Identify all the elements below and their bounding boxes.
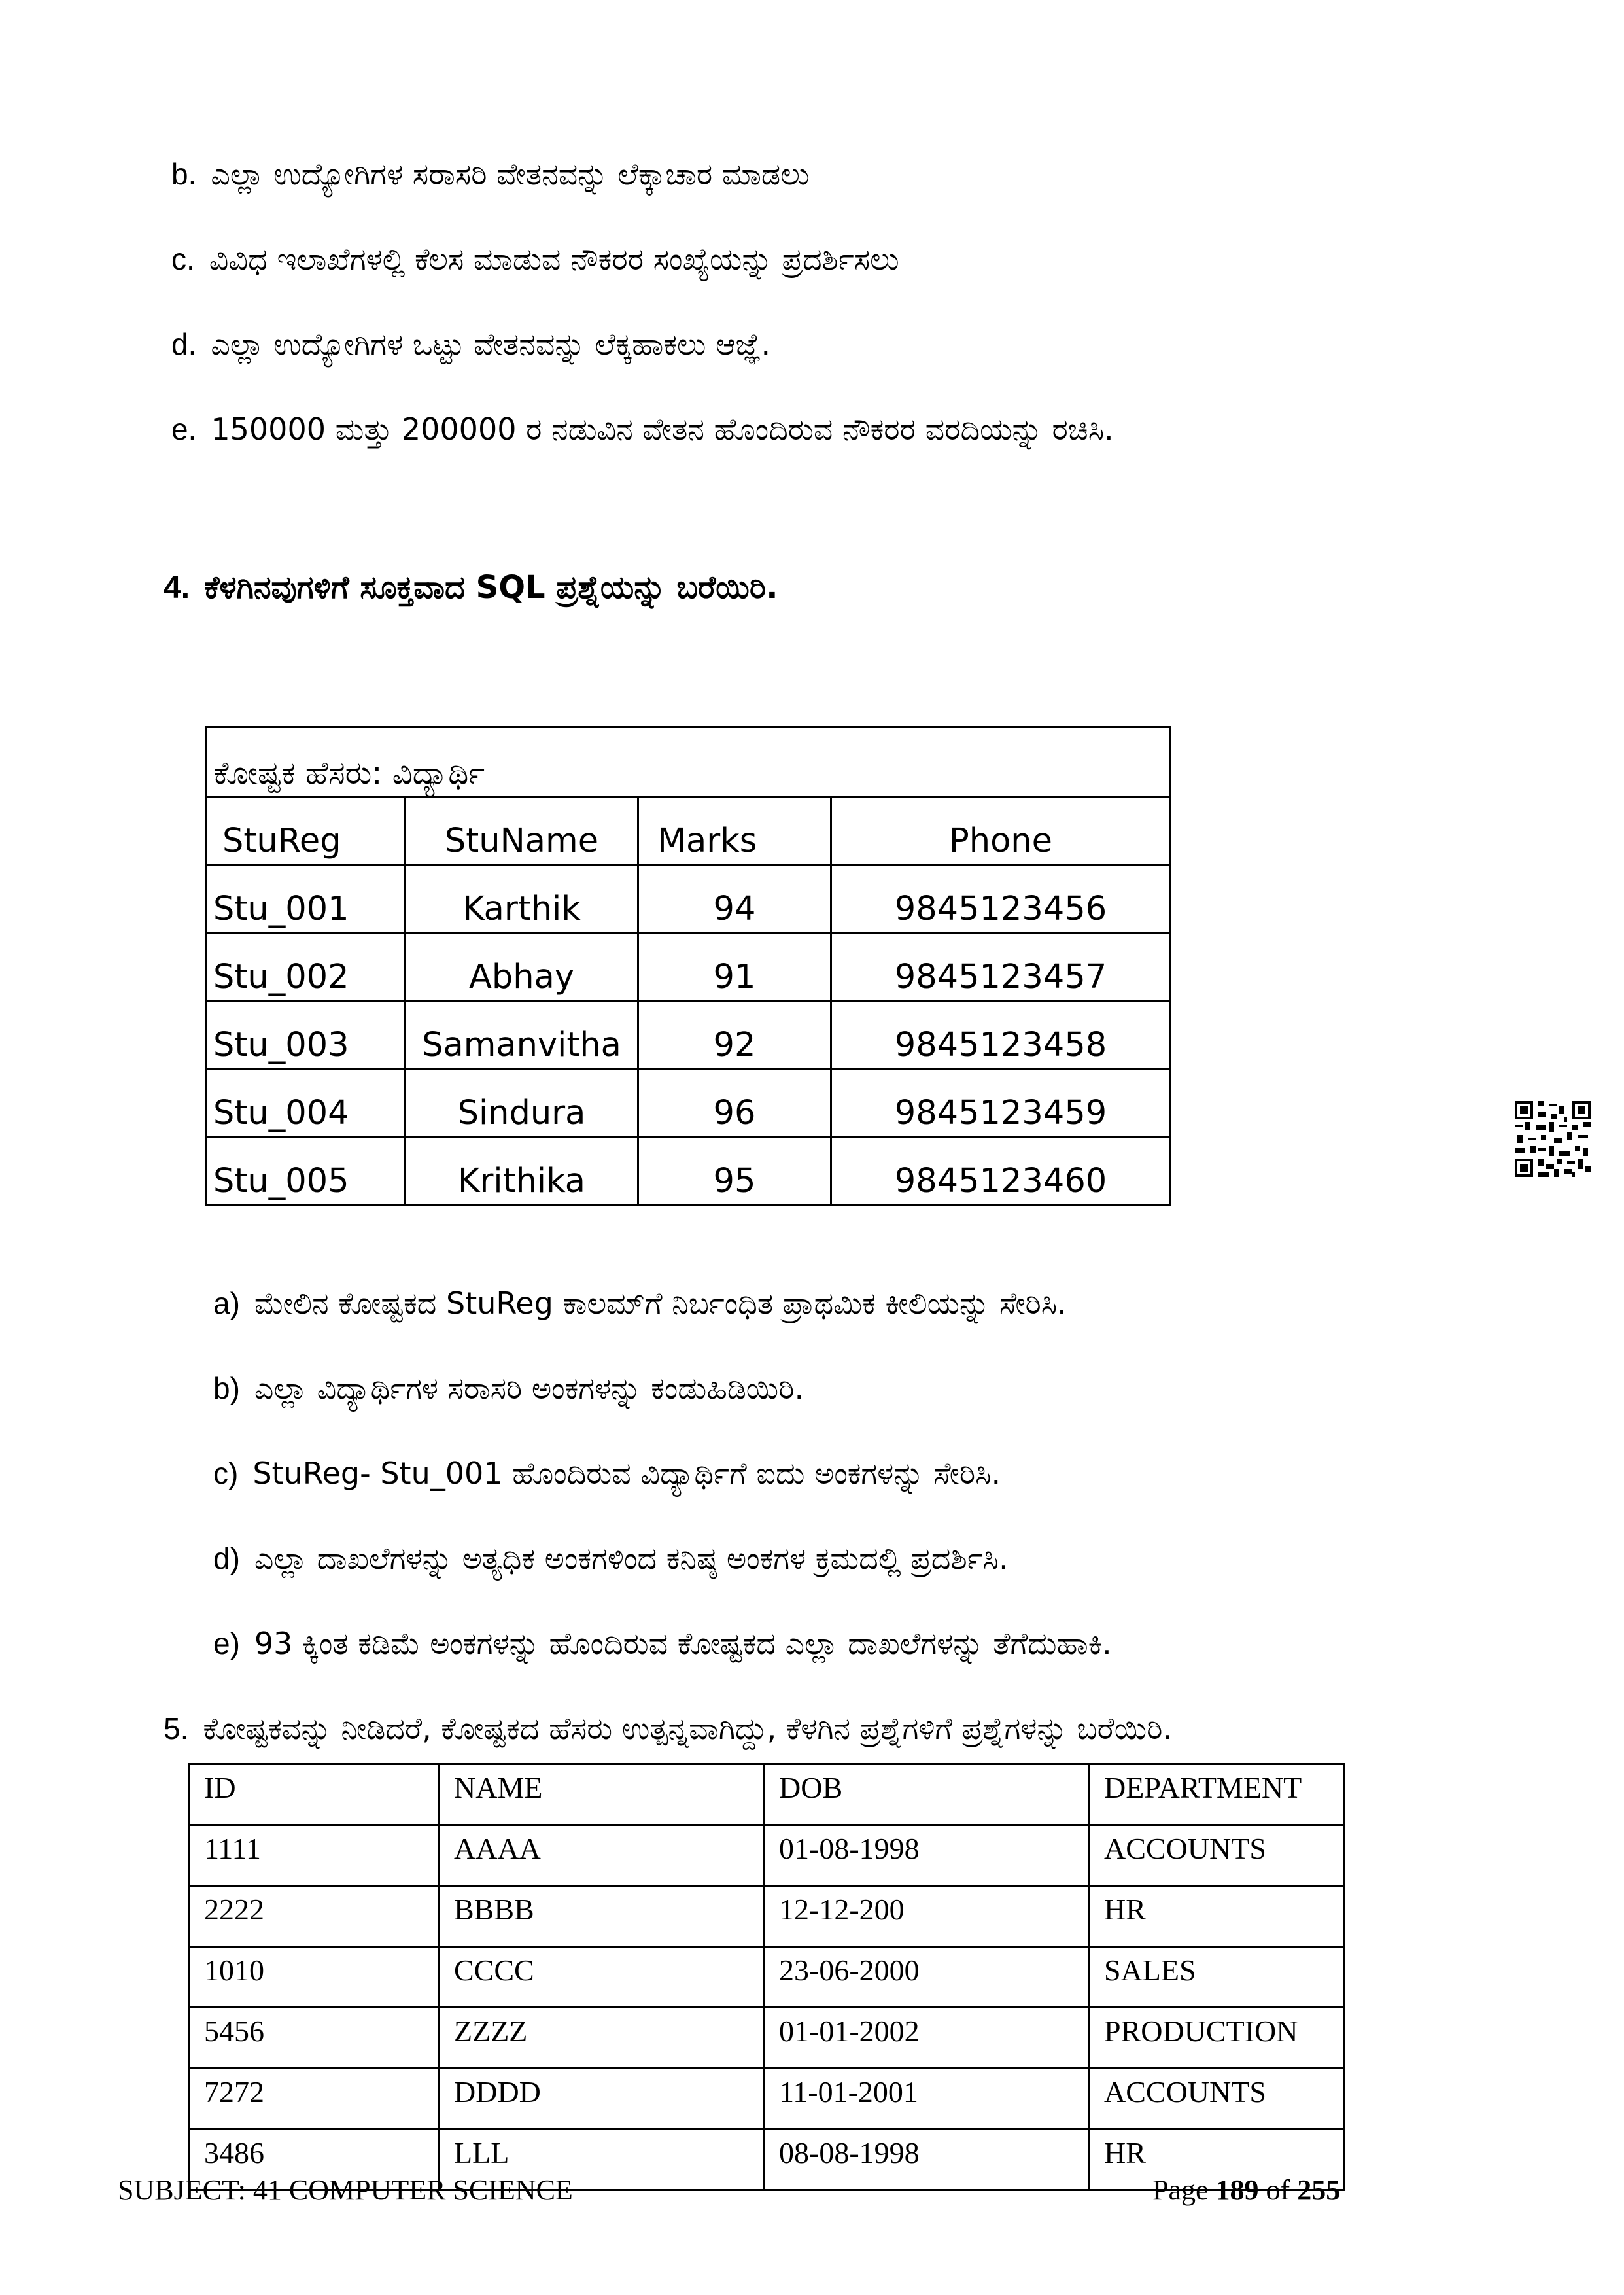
table-cell: HR — [1089, 2129, 1345, 2190]
table-cell: AAAA — [439, 1825, 764, 1886]
header-cell: StuName — [406, 797, 638, 866]
table-row — [206, 866, 1171, 934]
table-cell: Sindura — [406, 1070, 638, 1138]
table-cell: 2222 — [189, 1886, 439, 1947]
table-cell: PRODUCTION — [1089, 2008, 1345, 2069]
table-cell: LLL — [439, 2129, 764, 2190]
table-cell: ACCOUNTS — [1089, 2069, 1345, 2129]
table-caption: ಕೋಷ್ಟಕ ಹೆಸರು: ವಿದ್ಯಾರ್ಥಿ — [206, 727, 1171, 797]
q4-subquestion-b: b) ಎಲ್ಲಾ ವಿದ್ಯಾರ್ಥಿಗಳ ಸರಾಸರಿ ಅಂಕಗಳನ್ನು ಕಂಡುಹಿಡಿಯಿರಿ. — [213, 1371, 804, 1406]
table-row — [189, 1947, 1345, 2008]
table-cell: Stu_004 — [206, 1070, 406, 1138]
table-cell: 01-08-1998 — [764, 1825, 1089, 1886]
table-cell: Stu_003 — [206, 1002, 406, 1070]
table-cell: BBBB — [439, 1886, 764, 1947]
employee-table — [188, 1763, 1345, 2191]
table-cell: Karthik — [406, 866, 638, 934]
table-cell: 9845123458 — [831, 1002, 1171, 1070]
table-cell: HR — [1089, 1886, 1345, 1947]
table-cell: 01-01-2002 — [764, 2008, 1089, 2069]
table-cell: 1111 — [189, 1825, 439, 1886]
table-cell: Krithika — [406, 1138, 638, 1206]
table-cell: Samanvitha — [406, 1002, 638, 1070]
table-cell: 23-06-2000 — [764, 1947, 1089, 2008]
table-cell: Abhay — [406, 934, 638, 1002]
q3-item-d: d. ಎಲ್ಲಾ ಉದ್ಯೋಗಿಗಳ ಒಟ್ಟು ವೇತನವನ್ನು ಲೆಕ್ಕಹಾಕಲು ಆಜ್ಞೆ. — [171, 326, 771, 362]
table-cell: 94 — [638, 866, 831, 934]
table-cell: 9845123459 — [831, 1070, 1171, 1138]
table-cell: 95 — [638, 1138, 831, 1206]
table-cell: Stu_005 — [206, 1138, 406, 1206]
q3-item-b: b. ಎಲ್ಲಾ ಉದ್ಯೋಗಿಗಳ ಸರಾಸರಿ ವೇತನವನ್ನು ಲೆಕ್ಕಾಚಾರ ಮಾಡಲು — [171, 156, 810, 192]
header-cell: NAME — [439, 1764, 764, 1825]
table-cell: CCCC — [439, 1947, 764, 2008]
footer-subject: SUBJECT: 41 COMPUTER SCIENCE — [118, 2174, 573, 2206]
table-cell: 12-12-200 — [764, 1886, 1089, 1947]
table-cell: 11-01-2001 — [764, 2069, 1089, 2129]
table-cell: DDDD — [439, 2069, 764, 2129]
table-cell: Stu_001 — [206, 866, 406, 934]
table-row — [189, 2008, 1345, 2069]
table-cell: 96 — [638, 1070, 831, 1138]
table-cell: 3486 — [189, 2129, 439, 2190]
qr-code-icon — [1515, 1101, 1591, 1177]
header-cell: StuReg — [206, 797, 406, 866]
table-row — [206, 1070, 1171, 1138]
table-cell: 5456 — [189, 2008, 439, 2069]
footer-page-number: Page 189 of 255 — [1152, 2174, 1341, 2206]
table-cell: 9845123456 — [831, 866, 1171, 934]
table-cell: 08-08-1998 — [764, 2129, 1089, 2190]
q3-item-e: e. 150000 ಮತ್ತು 200000 ರ ನಡುವಿನ ವೇತನ ಹೊಂದಿರುವ ನೌಕರರ ವರದಿಯನ್ನು ರಚಿಸಿ. — [171, 412, 1114, 447]
header-cell: ID — [189, 1764, 439, 1825]
table-cell: ACCOUNTS — [1089, 1825, 1345, 1886]
table-cell: 7272 — [189, 2069, 439, 2129]
table-row — [206, 1138, 1171, 1206]
table-cell: ZZZZ — [439, 2008, 764, 2069]
table-cell: 1010 — [189, 1947, 439, 2008]
table-cell: 92 — [638, 1002, 831, 1070]
table-row — [206, 934, 1171, 1002]
q4-subquestion-c: c) StuReg- Stu_001 ಹೊಂದಿರುವ ವಿದ್ಯಾರ್ಥಿಗೆ ಐದು ಅಂಕಗಳನ್ನು ಸೇರಿಸಿ. — [213, 1456, 1001, 1491]
header-cell: DOB — [764, 1764, 1089, 1825]
table-row — [206, 1002, 1171, 1070]
table-row — [189, 1886, 1345, 1947]
header-cell: Marks — [638, 797, 831, 866]
table-cell: 91 — [638, 934, 831, 1002]
q4-subquestion-d: d) ಎಲ್ಲಾ ದಾಖಲೆಗಳನ್ನು ಅತ್ಯಧಿಕ ಅಂಕಗಳಿಂದ ಕನಿಷ್ಠ ಅಂಕಗಳ ಕ್ರಮದಲ್ಲಿ ಪ್ರದರ್ಶಿಸಿ. — [213, 1541, 1009, 1576]
q4-subquestion-a: a) ಮೇಲಿನ ಕೋಷ್ಟಕದ StuReg ಕಾಲಮ್‌ಗೆ ನಿರ್ಬಂಧಿತ ಪ್ರಾಥಮಿಕ ಕೀಲಿಯನ್ನು ಸೇರಿಸಿ. — [213, 1286, 1067, 1321]
table-cell: 9845123457 — [831, 934, 1171, 1002]
table-row — [189, 2069, 1345, 2129]
q3-item-c: c. ವಿವಿಧ ಇಲಾಖೆಗಳಲ್ಲಿ ಕೆಲಸ ಮಾಡುವ ನೌಕರರ ಸಂಖ್ಯೆಯನ್ನು ಪ್ರದರ್ಶಿಸಲು — [171, 241, 899, 277]
table-cell: Stu_002 — [206, 934, 406, 1002]
student-table — [205, 726, 1171, 1206]
q4-subquestion-e: e) 93 ಕ್ಕಿಂತ ಕಡಿಮೆ ಅಂಕಗಳನ್ನು ಹೊಂದಿರುವ ಕೋಷ್ಟಕದ ಎಲ್ಲಾ ದಾಖಲೆಗಳನ್ನು ತೆಗೆದುಹಾಕಿ. — [213, 1626, 1112, 1661]
question-5-heading: 5. ಕೋಷ್ಟಕವನ್ನು ನೀಡಿದರೆ, ಕೋಷ್ಟಕದ ಹೆಸರು ಉತ್ಪನ್ನವಾಗಿದ್ದು, ಕೆಳಗಿನ ಪ್ರಶ್ನೆಗಳಿಗೆ ಪ್ರಶ್ನೆಗಳನ್ನು ಬರೆಯಿರಿ. — [164, 1711, 1173, 1746]
question-4-heading: 4. ಕೆಳಗಿನವುಗಳಿಗೆ ಸೂಕ್ತವಾದ SQL ಪ್ರಶ್ನೆಯನ್ನು ಬರೆಯಿರಿ. — [164, 569, 778, 606]
table-cell: SALES — [1089, 1947, 1345, 2008]
header-cell: Phone — [831, 797, 1171, 866]
header-cell: DEPARTMENT — [1089, 1764, 1345, 1825]
table-cell: 9845123460 — [831, 1138, 1171, 1206]
table-row — [189, 1825, 1345, 1886]
